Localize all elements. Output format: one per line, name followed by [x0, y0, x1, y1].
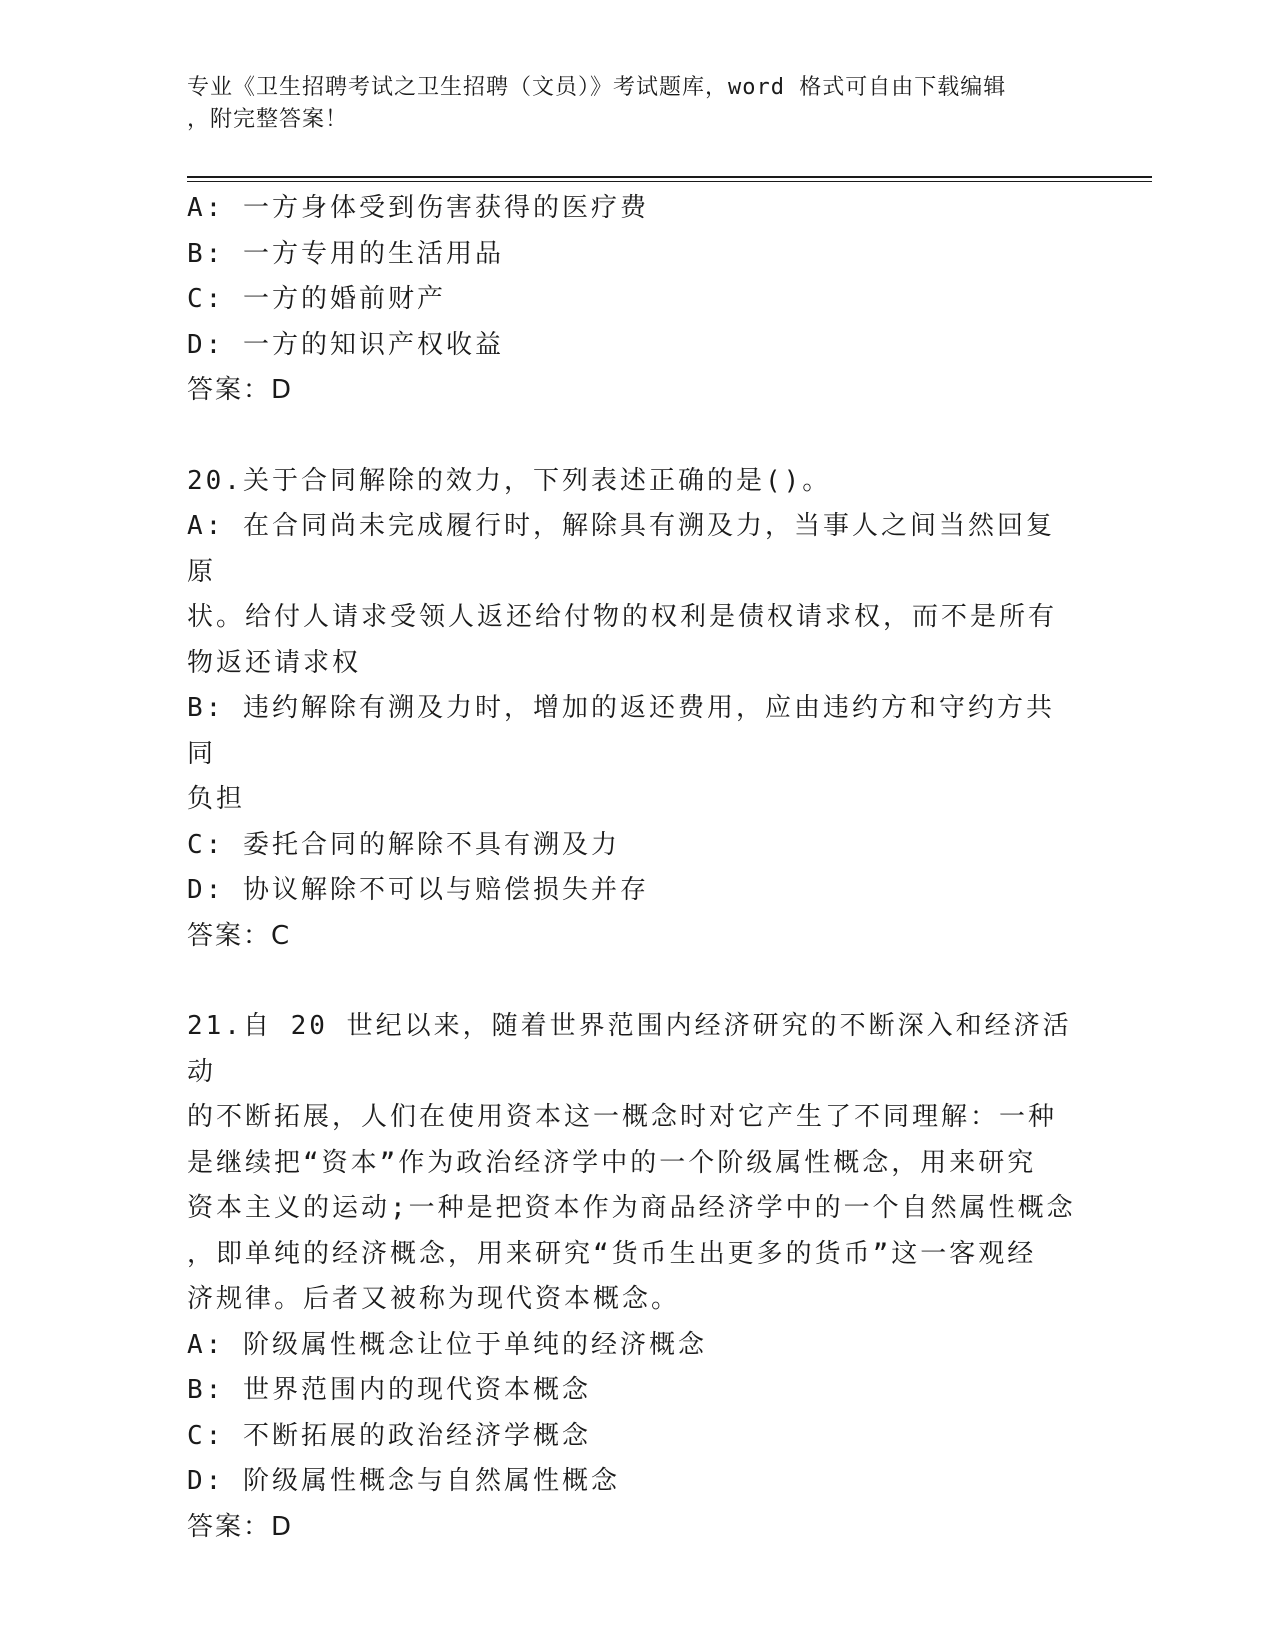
question-stem-line-1: 21.自 20 世纪以来，随着世界范围内经济研究的不断深入和经济活动: [187, 1011, 1072, 1087]
document-header: [187, 72, 1067, 136]
header-divider-thin: [187, 181, 1152, 182]
option-b-line-1: B: 违约解除有溯及力时，增加的返还费用，应由违约方和守约方共同: [187, 693, 1055, 769]
answer-label: 答案：D: [187, 1511, 294, 1542]
option-a-line-3: 物返还请求权: [187, 647, 362, 678]
option-d: D: 阶级属性概念与自然属性概念: [187, 1466, 620, 1496]
question-21: [187, 1004, 1077, 1550]
option-b: B: 世界范围内的现代资本概念: [187, 1375, 591, 1405]
answer-label: 答案：D: [187, 375, 294, 405]
spacer: [187, 959, 1077, 1004]
header-line-2: ，附完整答案！: [187, 107, 349, 132]
option-d: D: 协议解除不可以与赔偿损失并存: [187, 875, 649, 905]
question-20: [187, 459, 1077, 960]
option-d: D: 一方的知识产权收益: [187, 329, 504, 360]
header-line-1: 专业《卫生招聘考试之卫生招聘（文员）》考试题库，word 格式可自由下载编辑: [187, 75, 1007, 100]
option-b: B: 一方专用的生活用品: [187, 238, 504, 269]
question-stem-line-6: 济规律。后者又被称为现代资本概念。: [187, 1284, 681, 1314]
option-b-line-2: 负担: [187, 784, 246, 814]
option-c: C: 不断拓展的政治经济学概念: [187, 1420, 591, 1451]
question-content: [187, 186, 1077, 1550]
question-stem-line-4: 资本主义的运动;一种是把资本作为商品经济学中的一个自然属性概念: [187, 1193, 1076, 1223]
option-a: A: 一方身体受到伤害获得的医疗费: [187, 193, 649, 223]
answer-label: 答案：C: [187, 920, 292, 951]
question-19-tail: [187, 186, 1077, 414]
option-a-line-1: A: 在合同尚未完成履行时，解除具有溯及力，当事人之间当然回复原: [187, 511, 1055, 587]
question-stem-line-5: ，即单纯的经济概念，用来研究“货币生出更多的货币”这一客观经: [187, 1238, 1037, 1269]
question-stem-line-2: 的不断拓展，人们在使用资本这一概念时对它产生了不同理解：一种: [187, 1102, 1058, 1132]
option-c: C: 委托合同的解除不具有溯及力: [187, 829, 620, 860]
question-stem-line-3: 是继续把“资本”作为政治经济学中的一个阶级属性概念，用来研究: [187, 1147, 1037, 1178]
option-c: C: 一方的婚前财产: [187, 284, 446, 314]
spacer: [187, 414, 1077, 459]
question-stem: 20.关于合同解除的效力，下列表述正确的是()。: [187, 465, 832, 496]
header-divider-thick: [187, 176, 1152, 178]
option-a: A: 阶级属性概念让位于单纯的经济概念: [187, 1329, 707, 1360]
option-a-line-2: 状。给付人请求受领人返还给付物的权利是债权请求权，而不是所有: [187, 602, 1058, 632]
